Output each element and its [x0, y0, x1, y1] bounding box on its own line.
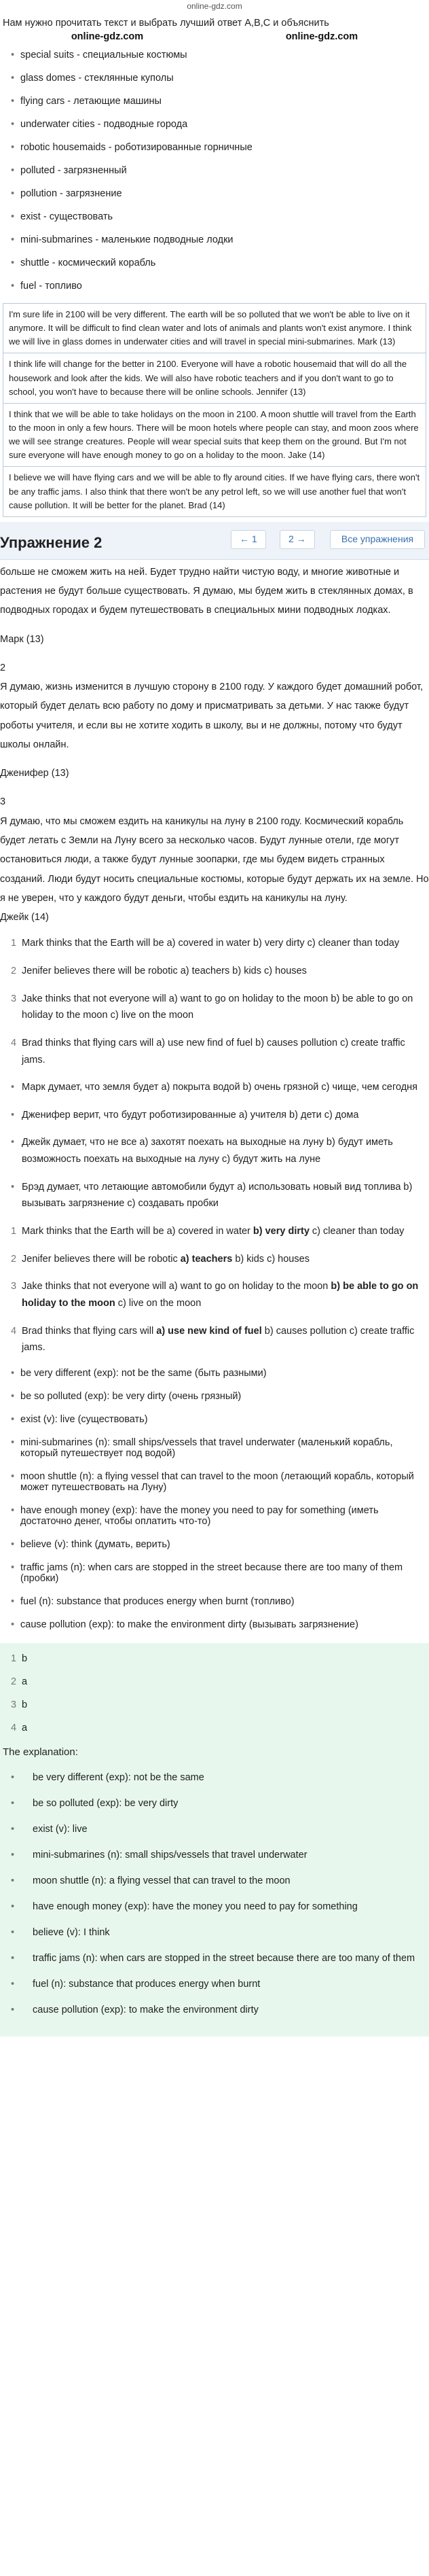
answer-item: 3 b	[11, 1699, 28, 1710]
question-text: Джейк думает, что не все а) захотят поехать на выходные на луну b) будут иметь возможность поехать на выходные на луну с) будут жить на луне	[22, 1137, 393, 1165]
section-number: 3	[0, 796, 6, 808]
definition-item: • mini-submarines (n): small ships/vessels that travel underwater (маленький корабль, который путешествует под водой)	[11, 1431, 429, 1465]
definition-item: • exist (v): live (существовать)	[11, 1408, 429, 1431]
site-header	[0, 0, 429, 12]
vocab-item: • polluted - загрязненный	[11, 159, 429, 182]
reading-texts	[3, 303, 426, 517]
definition-item: • have enough money (exp): have the money you need to pay for something (иметь достаточно денег, чтобы оплатить что-то)	[11, 1499, 429, 1533]
vocab-item: • mini-submarines - маленькие подводные лодки	[11, 228, 429, 251]
vocabulary-list	[0, 43, 429, 298]
question-item: 2 Jenifer believes there will be robotic a) teachers b) kids c) houses	[11, 965, 307, 976]
explanation-item: • have enough money (exp): have the money you need to pay for something	[11, 1894, 429, 1920]
exercise-nav-bar	[0, 522, 429, 560]
watermark: online-gdz.com	[285, 31, 358, 42]
answer-item: 1 b	[11, 1653, 28, 1664]
author-label: Дженифер (13)	[0, 768, 69, 779]
answers-section	[0, 1643, 429, 2036]
task-intro: Нам нужно прочитать текст и выбрать лучший ответ A,B,C и объяснить	[3, 18, 329, 29]
definition-item: • cause pollution (exp): to make the environment dirty (вызывать загрязнение)	[11, 1613, 429, 1636]
translation-paragraph: больше не сможем жить на ней. Будет трудно найти чистую воду, и многие животные и растения не будут больше существовать. Я думаю, мы будем жить в стеклянных домах, в подводных городах и будем путешествовать в специальных мини подводных лодках.	[0, 566, 413, 616]
text-box-jennifer: I think life will change for the better in 2100. Everyone will have a robotic housemaid that will do all the housework and look after the kids. We will also have robotic teachers and if you don't want to go to school, you won't have to because there will be online schools. Jennifer (13)	[3, 353, 426, 403]
question-item: 4 Brad thinks that flying cars will a) use new find of fuel b) causes pollution c) create traffic jams.	[11, 1037, 405, 1065]
answered-question: 1 Mark thinks that the Earth will be a) covered in water b) very dirty c) cleaner than today	[11, 1226, 405, 1237]
answered-question: 2 Jenifer believes there will be robotic a) teachers b) kids c) houses	[11, 1253, 310, 1265]
author-label: Марк (13)	[0, 633, 44, 645]
definition-item: • be so polluted (exp): be very dirty (очень грязный)	[11, 1385, 429, 1408]
question-item: • Дженифер верит, что будут роботизированные а) учителя b) дети с) дома	[11, 1109, 359, 1121]
vocab-item: • glass domes - стеклянные куполы	[11, 67, 429, 90]
vocab-item: • pollution - загрязнение	[11, 182, 429, 205]
question-text: Mark thinks that the Earth will be a) covered in water b) very dirty c) cleaner than today	[22, 938, 400, 949]
translation-paragraph: Я думаю, жизнь изменится в лучшую сторону в 2100 году. У каждого будет домашний робот, который будет делать всю работу по дому и присматривать за детьми. У нас также будут роботы учителя, и если вы не хотите ходить в школу, вы и не должны, потому что будут школы онлайн.	[0, 682, 423, 750]
text-box-brad: I believe we will have flying cars and we will be able to fly around cities. If we have flying cars, there won't be any traffic jams. I also think that there won't be any petrol left, so we will use another fuel that won't cause pollution. It will be better for the planet. Brad (14)	[3, 466, 426, 516]
question-text: Brad thinks that flying cars will a) use new find of fuel b) causes pollution c) create traffic jams.	[22, 1037, 405, 1065]
explanation-item: • exist (v): live	[11, 1816, 429, 1842]
watermark-row	[0, 30, 429, 43]
correct-option: a) use new kind of fuel	[156, 1325, 262, 1337]
explanation-item: • moon shuttle (n): a flying vessel that can travel to the moon	[11, 1868, 429, 1894]
question-item: • Джейк думает, что не все а) захотят поехать на выходные на луну b) будут иметь возможность поехать на выходные на луну с) будут жить на луне	[11, 1137, 393, 1165]
answered-question: 3 Jake thinks that not everyone will a) want to go on holiday to the moon b) be able to go on holiday to the moon c) live on the moon	[11, 1281, 419, 1309]
definition-item: • be very different (exp): not be the same (быть разными)	[11, 1362, 429, 1385]
vocab-item: • special suits - специальные костюмы	[11, 43, 429, 67]
explanation-item: • be very different (exp): not be the same	[11, 1765, 429, 1790]
exercise-title: Упражнение 2	[0, 533, 102, 551]
vocab-item: • shuttle - космический корабль	[11, 251, 429, 275]
question-text: Брэд думает, что летающие автомобили будут а) использовать новый вид топлива b) вызывать загрязнение с) создавать пробки	[22, 1181, 413, 1210]
question-item: 1 Mark thinks that the Earth will be a) covered in water b) very dirty c) cleaner than today	[11, 938, 400, 949]
definition-item: • traffic jams (n): when cars are stopped in the street because there are too many of them (пробки)	[11, 1556, 429, 1590]
question-item: • Брэд думает, что летающие автомобили будут а) использовать новый вид топлива b) вызывать загрязнение с) создавать пробки	[11, 1181, 413, 1210]
text-box-jake: I think that we will be able to take holidays on the moon in 2100. A moon shuttle will travel from the Earth to the moon in only a few hours. There will be moon hotels where people can stay, and moon zoos where we will see strange creatures. People will wear special suits that keep them on the ground. But I'm not sure everyone will have enough money to go on a holiday to the moon. Jake (14)	[3, 403, 426, 467]
definition-item: • fuel (n): substance that produces energy when burnt (топливо)	[11, 1590, 429, 1613]
vocab-item: • underwater cities - подводные города	[11, 113, 429, 136]
answer-item: 2 a	[11, 1676, 28, 1687]
correct-option: a) teachers	[180, 1253, 233, 1265]
text-box-mark: I'm sure life in 2100 will be very different. The earth will be so polluted that we won't be able to live on it anymore. It will be difficult to find clean water and lots of animals and plants won't exist anymore. I think we will live in glass domes in underwater cities and will travel in special mini-submarines. Mark (13)	[3, 303, 426, 353]
definitions-list	[0, 1362, 429, 1636]
answered-question: 4 Brad thinks that flying cars will a) use new kind of fuel b) causes pollution c) create traffic jams.	[11, 1325, 415, 1354]
question-text: Jake thinks that not everyone will a) want to go on holiday to the moon b) be able to go on holiday to the moon c) live on the moon	[22, 993, 413, 1021]
question-text: Дженифер верит, что будут роботизированные а) учителя b) дети с) дома	[22, 1109, 359, 1121]
explanation-item: • fuel (n): substance that produces energy when burnt	[11, 1971, 429, 1997]
prev-exercise-button[interactable]: ← 1	[231, 530, 266, 549]
explanation-item: • cause pollution (exp): to make the environment dirty	[11, 1997, 429, 2023]
vocab-item: • robotic housemaids - роботизированные горничные	[11, 136, 429, 159]
explanation-item: • believe (v): I think	[11, 1920, 429, 1945]
vocab-item: • fuel - топливо	[11, 275, 429, 298]
vocab-item: • flying cars - летающие машины	[11, 90, 429, 113]
section-number: 2	[0, 662, 6, 673]
question-item: • Марк думает, что земля будет а) покрыта водой b) очень грязной с) чище, чем сегодня	[11, 1082, 418, 1093]
explanation-item: • be so polluted (exp): be very dirty	[11, 1790, 429, 1816]
author-label: Джейк (14)	[0, 912, 49, 923]
question-text: Jenifer believes there will be robotic a) teachers b) kids c) houses	[22, 965, 307, 976]
all-exercises-button[interactable]: Все упражнения	[330, 530, 425, 549]
definition-item: • moon shuttle (n): a flying vessel that can travel to the moon (летающий корабль, который может путешествовать на Луну)	[11, 1465, 429, 1499]
explanation-item: • traffic jams (n): when cars are stopped in the street because there are too many of them	[11, 1945, 429, 1971]
explanation-item: • mini-submarines (n): small ships/vessels that travel underwater	[11, 1842, 429, 1868]
site-name: online-gdz.com	[187, 1, 242, 11]
watermark: online-gdz.com	[71, 31, 144, 42]
explanation-list	[0, 1765, 429, 2023]
correct-option: b) very dirty	[253, 1226, 310, 1237]
next-exercise-button[interactable]: 2 →	[280, 530, 315, 549]
answer-item: 4 a	[11, 1722, 28, 1733]
translation-section	[0, 560, 429, 930]
correct-option: b) be able to go on holiday to the moon	[22, 1281, 419, 1309]
questions-list	[0, 930, 429, 1362]
explanation-title: The explanation:	[3, 1746, 78, 1758]
question-item: 3 Jake thinks that not everyone will a) want to go on holiday to the moon b) be able to go on holiday to the moon c) live on the moon	[11, 993, 413, 1021]
translation-paragraph: Я думаю, что мы сможем ездить на каникулы на луну в 2100 году. Космический корабль будет летать с Земли на Луну всего за несколько часов. Будут лунные отели, где могут остановиться люди, а также будут лунные зоопарки, где мы будем видеть странных созданий. Люди будут носить специальные костюмы, которые будут держать их на земле. Но я не уверен, что у каждого будут деньги, чтобы ездить на каникулы на луну.	[0, 815, 429, 904]
vocab-item: • exist - существовать	[11, 205, 429, 228]
question-text: Марк думает, что земля будет а) покрыта водой b) очень грязной с) чище, чем сегодня	[22, 1082, 418, 1093]
answer-list	[0, 1647, 429, 1740]
definition-item: • believe (v): think (думать, верить)	[11, 1533, 429, 1556]
